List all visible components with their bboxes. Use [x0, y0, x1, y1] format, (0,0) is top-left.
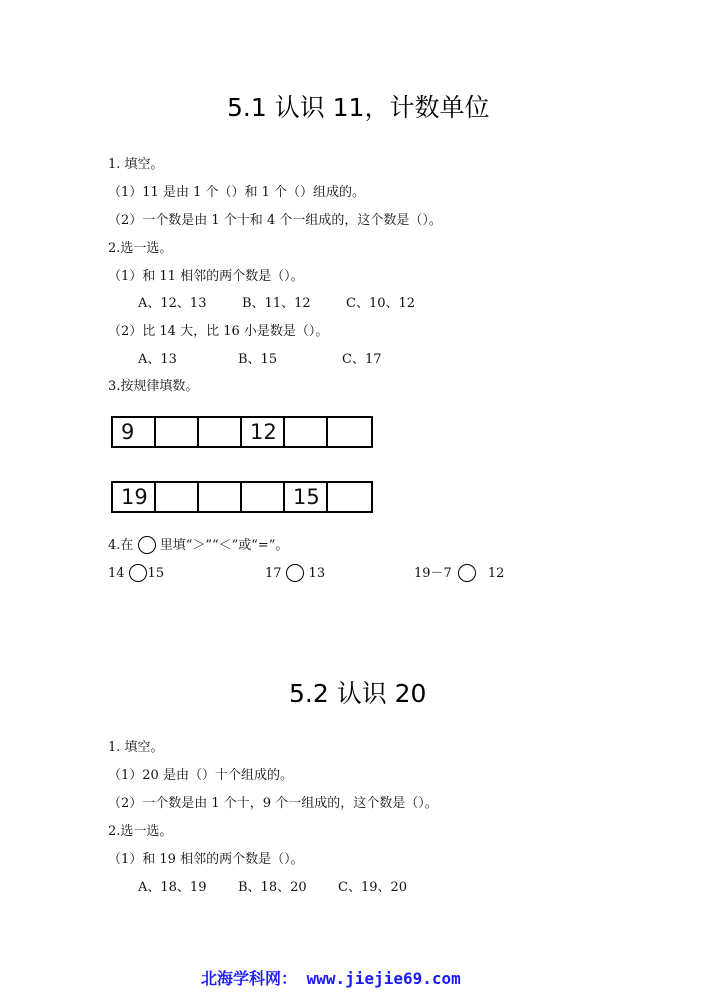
compare-right: 12: [487, 566, 505, 581]
s1-q1-item1: （1）11 是由 1 个（）和 1 个（）组成的。: [108, 185, 366, 200]
s2-q1-item2: （2）一个数是由 1 个十，9 个一组成的，这个数是（）。: [108, 796, 438, 811]
grid-cell[interactable]: [242, 483, 285, 511]
option-c: C、17: [342, 352, 382, 367]
option-b: B、18、20: [238, 880, 307, 895]
compare-item-2: [265, 564, 325, 583]
grid-cell: 12: [242, 418, 285, 446]
s2-q2-heading: 2.选一选。: [108, 824, 173, 839]
s1-q1-item2: （2）一个数是由 1 个十和 4 个一组成的，这个数是（）。: [108, 213, 442, 228]
option-b: B、15: [238, 352, 278, 367]
compare-left: 14: [108, 566, 125, 581]
grid-cell[interactable]: [328, 483, 371, 511]
compare-circle[interactable]: [129, 564, 147, 582]
grid-cell[interactable]: [285, 418, 328, 446]
grid-cell[interactable]: [328, 418, 371, 446]
q4-heading-pre: 4.在: [108, 538, 134, 553]
grid-cell: 15: [285, 483, 328, 511]
number-grid-row1: [111, 416, 373, 448]
grid-cell[interactable]: [156, 418, 199, 446]
option-a: A、13: [138, 352, 177, 367]
s1-q4-heading: [108, 536, 288, 555]
compare-circle[interactable]: [286, 564, 304, 582]
grid-cell[interactable]: [156, 483, 199, 511]
compare-right: 13: [308, 566, 326, 581]
q4-heading-post: 里填“＞”“＜”或“=”。: [159, 538, 289, 553]
option-c: C、10、12: [346, 296, 416, 311]
footer-link[interactable]: 北海学科网： www.jiejie69.com: [201, 969, 461, 988]
s2-q2-p1: （1）和 19 相邻的两个数是（）。: [108, 852, 304, 867]
s2-q1-item1: （1）20 是由（）十个组成的。: [108, 768, 293, 783]
grid-cell[interactable]: [199, 418, 242, 446]
grid-cell[interactable]: [199, 483, 242, 511]
compare-item-1: [108, 564, 164, 583]
grid-cell: 9: [113, 418, 156, 446]
compare-left: 19－7: [414, 566, 452, 581]
compare-circle[interactable]: [458, 564, 476, 582]
s2-q1-heading: 1. 填空。: [108, 740, 164, 755]
option-b: B、11、12: [242, 296, 311, 311]
s1-q2-heading: 2.选一选。: [108, 241, 173, 256]
grid-cell: 19: [113, 483, 156, 511]
compare-left: 17: [265, 566, 282, 581]
compare-right: 15: [147, 566, 165, 581]
s1-q1-heading: 1. 填空。: [108, 157, 164, 172]
option-c: C、19、20: [338, 880, 408, 895]
circle-icon: [138, 536, 156, 554]
option-a: A、12、13: [138, 296, 207, 311]
s1-q2-p2-options: [138, 351, 382, 369]
number-grid-row2: [111, 481, 373, 513]
s1-q3-heading: 3.按规律填数。: [108, 379, 199, 394]
option-a: A、18、19: [138, 880, 207, 895]
section1-title: 5.1 认识 11，计数单位: [227, 93, 490, 122]
section2-title: 5.2 认识 20: [289, 679, 427, 708]
s1-q2-p2: （2）比 14 大，比 16 小是数是（）。: [108, 324, 329, 339]
s1-q2-p1-options: [138, 295, 415, 313]
compare-item-3: [414, 564, 504, 583]
s2-q2-p1-options: [138, 879, 407, 897]
s1-q2-p1: （1）和 11 相邻的两个数是（）。: [108, 269, 304, 284]
